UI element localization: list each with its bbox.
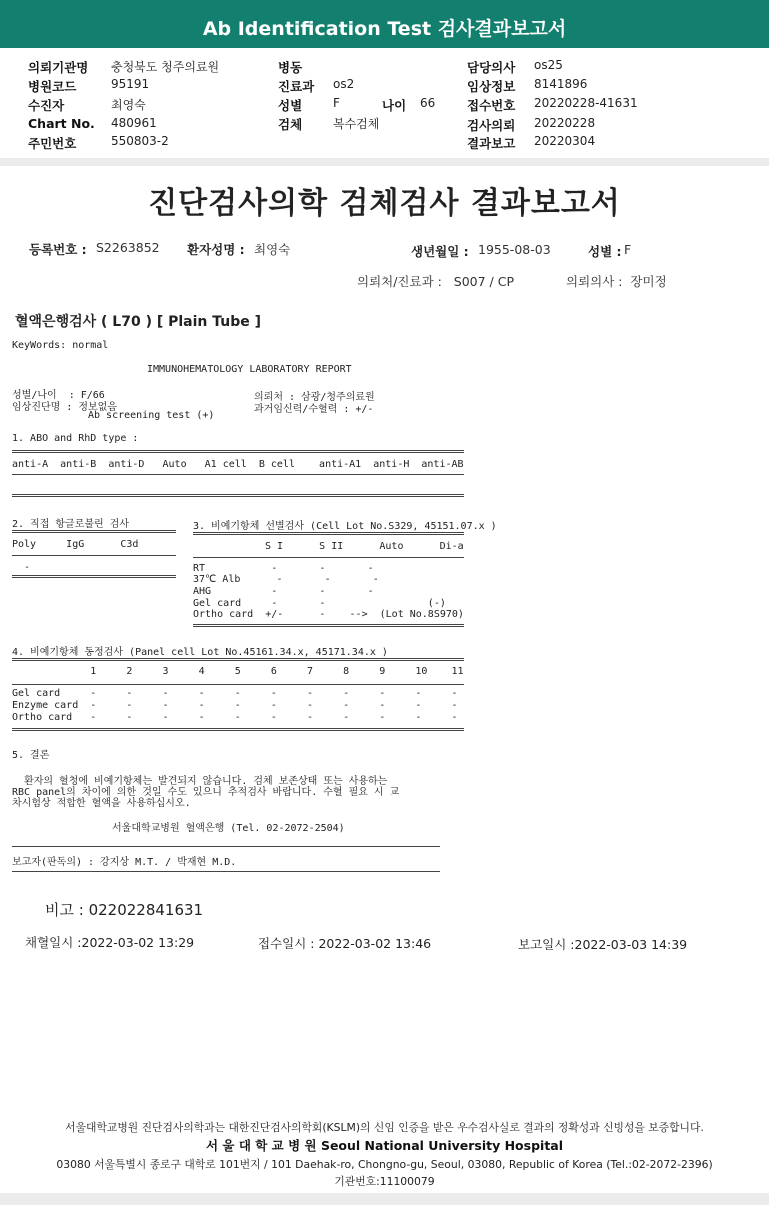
- s3-row-ahg: AHG - - -: [193, 586, 374, 597]
- report-sex-value: F: [624, 242, 632, 257]
- received-time: 접수일시 : 2022-03-02 13:46: [258, 936, 432, 951]
- s2-title: 2. 직접 항글로불린 검사: [12, 519, 130, 530]
- report-date-label: 결과보고: [467, 136, 516, 151]
- conclusion-line-1: 환자의 혈청에 비예기항체는 발견되지 않습니다. 검체 보존상태 또는 사용하는: [12, 776, 388, 787]
- reception-value: 20220228-41631: [534, 96, 638, 110]
- patient-label: 환자성명 :: [187, 242, 245, 257]
- s4-row-gel: Gel card - - - - - - - - - - -: [12, 688, 458, 699]
- bottom-band: [0, 1193, 769, 1205]
- age-label: 나이: [382, 98, 407, 113]
- report-sex-label: 성별 :: [588, 244, 622, 259]
- s3-row-alb: 37℃ Alb - - -: [193, 574, 379, 585]
- sex-value: F: [333, 96, 340, 110]
- divider: [12, 871, 440, 872]
- page-title: Ab Identification Test 검사결과보고서: [202, 18, 567, 40]
- s4-title: 4. 비예기항체 동정검사 (Panel cell Lot No.45161.34.x, 45171.34.x ): [12, 647, 388, 658]
- divider: [12, 474, 464, 475]
- s4-row-ortho: Ortho card - - - - - - - - - - -: [12, 712, 458, 723]
- chart-label: Chart No.: [28, 116, 95, 131]
- dob-label: 생년월일 :: [411, 244, 469, 259]
- rrn-label: 주민번호: [28, 136, 77, 151]
- request-label: 검사의뢰: [467, 118, 516, 133]
- divider: [12, 728, 464, 731]
- divider: [193, 557, 464, 558]
- patient-value: 최영숙: [254, 242, 291, 257]
- examinee-value: 최영숙: [111, 98, 146, 112]
- s1-title: 1. ABO and RhD type :: [12, 433, 139, 444]
- rrn-value: 550803-2: [111, 134, 169, 148]
- section-divider: [0, 158, 769, 166]
- reg-value: S2263852: [96, 240, 160, 255]
- hospital-label: 의뢰기관명: [28, 60, 89, 75]
- s2-values: -: [12, 562, 31, 573]
- examinee-label: 수진자: [28, 98, 65, 113]
- dob-value: 1955-08-03: [478, 242, 551, 257]
- sex-label: 성별: [278, 98, 303, 113]
- lab-heading: IMMUNOHEMATOLOGY LABORATORY REPORT: [147, 364, 352, 375]
- s4-headers: 1 2 3 4 5 6 7 8 9 10 11: [12, 666, 464, 677]
- divider: [193, 624, 464, 627]
- divider: [12, 684, 464, 685]
- collected-time: 채혈일시 :2022-03-02 13:29: [25, 935, 195, 950]
- divider: [12, 555, 176, 556]
- dept-value: os2: [333, 77, 355, 91]
- dept-line: 의뢰처/진료과 : S007 / CP: [357, 274, 514, 289]
- history: 과거임신력/수혈력 : +/-: [254, 404, 374, 415]
- reporter: 보고자(판독의) : 강지상 M.T. / 박재현 M.D.: [12, 857, 237, 868]
- reported-time: 보고일시 :2022-03-03 14:39: [518, 937, 688, 952]
- s3-title: 3. 비예기항체 선별검사 (Cell Lot No.S329, 45151.07.x ): [193, 521, 497, 532]
- divider: [12, 658, 464, 661]
- keywords: KeyWords: normal: [12, 340, 109, 351]
- screening: Ab screening test (+): [88, 410, 215, 421]
- specimen-label: 검체: [278, 117, 303, 132]
- code-label: 병원코드: [28, 79, 77, 94]
- reg-label: 등록번호 :: [29, 242, 87, 257]
- s3-headers: S I S II Auto Di-a: [265, 541, 464, 552]
- s3-row-gel: Gel card - - (-): [193, 598, 446, 609]
- divider: [12, 450, 464, 453]
- clinical-label: 임상정보: [467, 79, 516, 94]
- conclusion-line-3: 차시험상 적합한 혈액을 사용하십시오.: [12, 798, 191, 809]
- address: 03080 서울특별시 종로구 대학로 101번지 / 101 Daehak-ro, Chongno-gu, Seoul, 03080, Republic of Korea (Tel.:02-2072-2396): [56, 1158, 713, 1171]
- test-title: 혈액은행검사 ( L70 ) [ Plain Tube ]: [15, 314, 262, 330]
- age-value: 66: [420, 96, 436, 110]
- s5-title: 5. 결론: [12, 750, 50, 761]
- code-value: 95191: [111, 77, 150, 91]
- requester: 의뢰처 : 삼광/청주의료원: [254, 392, 375, 403]
- s1-headers: anti-A anti-B anti-D Auto A1 cell B cell anti-A1 anti-H anti-AB: [12, 459, 464, 470]
- divider: [12, 575, 176, 578]
- divider: [193, 532, 464, 535]
- s3-row-rt: RT - - -: [193, 563, 374, 574]
- certification: 서울대학교병원 진단검사의학과는 대한진단검사의학회(KSLM)의 신임 인증을 받은 우수검사실로 결과의 정확성과 신빙성을 보증합니다.: [65, 1121, 704, 1134]
- s3-row-ortho: Ortho card +/- - --> (Lot No.8S970): [193, 609, 464, 620]
- specimen-value: 복수검체: [333, 117, 380, 131]
- hospital-name: 서 울 대 학 교 병 원 Seoul National University Hospital: [205, 1138, 564, 1153]
- clinical-value: 8141896: [534, 77, 588, 91]
- doctor-label: 담당의사: [467, 60, 516, 75]
- doctor-value: os25: [534, 58, 563, 72]
- hospital-value: 충청북도 청주의료원: [111, 60, 220, 74]
- blood-bank: 서울대학교병원 혈액은행 (Tel. 02-2072-2504): [112, 823, 345, 834]
- report-date-value: 20220304: [534, 134, 596, 148]
- ward-label: 병동: [278, 60, 303, 75]
- doctor-line: 의뢰의사 : 장미정: [566, 274, 667, 289]
- conclusion-line-2: RBC panel의 차이에 의한 것일 수도 있으니 추적검사 바랍니다. 수혈 필요 시 교: [12, 787, 400, 798]
- request-value: 20220228: [534, 116, 596, 130]
- sexage: 성별/나이 : F/66: [12, 390, 105, 401]
- divider: [12, 846, 440, 847]
- institution-number: 기관번호:11100079: [334, 1175, 435, 1188]
- remarks: 비고 : 022022841631: [45, 901, 204, 919]
- report-title: 진단검사의학 검체검사 결과보고서: [148, 186, 621, 221]
- dept-label: 진료과: [278, 79, 315, 94]
- reception-label: 접수번호: [467, 98, 516, 113]
- diagnosis: 임상진단명 : 정보없음: [12, 402, 118, 413]
- divider: [12, 494, 464, 497]
- divider: [12, 530, 176, 533]
- chart-value: 480961: [111, 116, 157, 130]
- s4-row-enzyme: Enzyme card - - - - - - - - - - -: [12, 700, 458, 711]
- s2-headers: Poly IgG C3d: [12, 539, 139, 550]
